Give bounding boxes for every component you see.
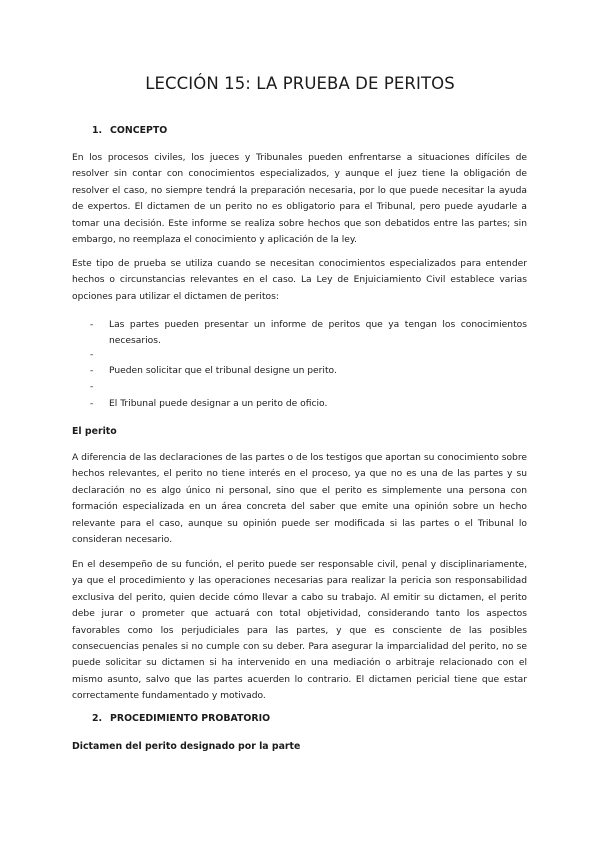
paragraph-perito: A diferencia de las declaraciones de las partes o de los testigos que aportan su conocimiento sobre hechos relevantes, el perito no tiene interés en el proceso, ya que no es una de las partes y su declaración no es algo único ni personal, sino que el perito es simplemente una persona con formación especializada en un área concreta del saber que emite una opinión sobre un hecho relevante para el caso, aunque su opinión puede ser modificada si las partes o el Tribunal lo consideran necesario. <box>72 453 527 546</box>
section-label: PROCEDIMIENTO PROBATORIO <box>110 713 271 724</box>
section-label: CONCEPTO <box>110 125 168 136</box>
section-heading-concepto <box>92 125 167 136</box>
list-dash: - <box>90 399 94 409</box>
subheading-el-perito: El perito <box>72 426 117 437</box>
list-item-text: El Tribunal puede designar a un perito de oficio. <box>109 399 328 409</box>
list-dash: - <box>90 382 94 392</box>
section-heading-procedimiento <box>92 713 270 724</box>
paragraph-intro: En los procesos civiles, los jueces y Tribunales pueden enfrentarse a situaciones difíciles de resolver sin contar con conocimientos especializados, y aunque el juez tiene la obligación de resolver el caso, no siempre tendrá la preparación necesaria, por lo que puede necesitar la ayuda de expertos. El dictamen de un perito no es obligatorio para el Tribunal, pero puede ayudarle a tomar una decisión. Este informe se realiza sobre hechos que son debatidos entre las partes; sin embargo, no reemplaza el conocimiento y aplicación de la ley. <box>72 153 527 246</box>
list-dash: - <box>90 320 94 330</box>
list-item-text: Las partes pueden presentar un informe de peritos que ya tengan los conocimientos necesarios. <box>109 320 527 347</box>
paragraph-tipo-prueba: Este tipo de prueba se utiliza cuando se necesitan conocimientos especializados para entender hechos o circunstancias relevantes en el caso. La Ley de Enjuiciamiento Civil establece varias opciones para utilizar el dictamen de peritos: <box>72 259 527 302</box>
section-number: 2. <box>92 713 103 724</box>
subheading-dictamen: Dictamen del perito designado por la parte <box>72 741 301 752</box>
section-number: 1. <box>92 125 103 136</box>
page-title: LECCIÓN 15: LA PRUEBA DE PERITOS <box>145 74 455 93</box>
list-dash: - <box>90 350 94 360</box>
paragraph-responsabilidad: En el desempeño de su función, el perito puede ser responsable civil, penal y disciplinariamente, ya que el procedimiento y las operaciones necesarias para realizar la pericia son responsabilidad exclusiva del perito, quien decide cómo llevar a cabo su trabajo. Al emitir su dictamen, el perito debe jurar o prometer que actuará con total objetividad, considerando tanto los aspectos favorables como los perjudiciales para las partes, y que es consciente de las posibles consecuencias penales si no cumple con su deber. Para asegurar la imparcialidad del perito, no se puede solicitar su dictamen si ha intervenido en una mediación o arbitraje relacionado con el mismo asunto, salvo que las partes acuerden lo contrario. El dictamen pericial tiene que estar correctamente fundamentado y motivado. <box>72 560 527 702</box>
list-dash: - <box>90 366 94 376</box>
list-item-text: Pueden solicitar que el tribunal designe un perito. <box>109 366 337 376</box>
